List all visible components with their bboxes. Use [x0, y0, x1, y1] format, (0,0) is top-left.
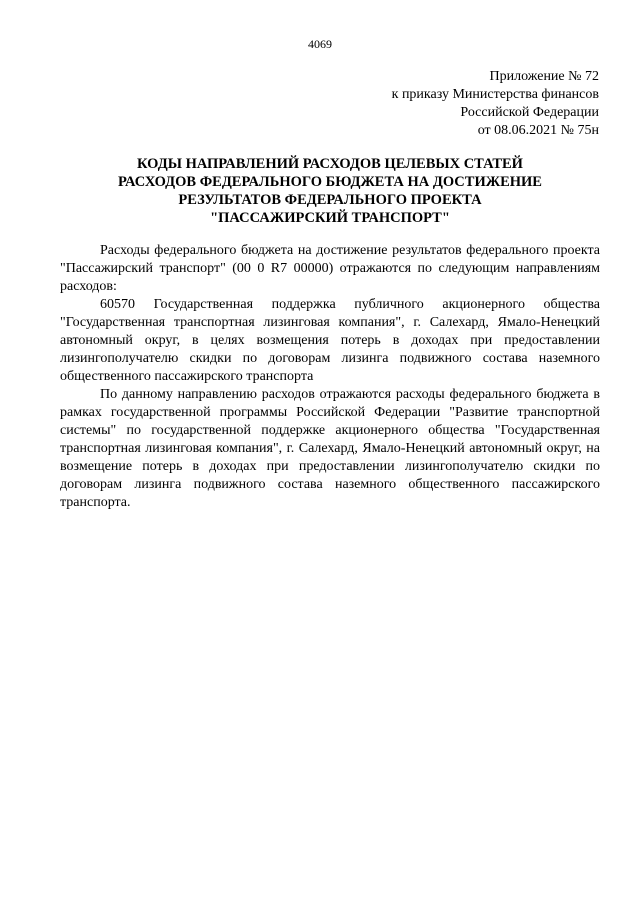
page-number: 4069	[308, 37, 332, 51]
title-line-1: КОДЫ НАПРАВЛЕНИЙ РАСХОДОВ ЦЕЛЕВЫХ СТАТЕЙ	[137, 156, 523, 172]
title-line-3: РЕЗУЛЬТАТОВ ФЕДЕРАЛЬНОГО ПРОЕКТА	[178, 192, 482, 208]
appendix-date: от 08.06.2021 № 75н	[477, 123, 599, 138]
appendix-order-ref: к приказу Министерства финансов	[391, 87, 599, 102]
expense-description-paragraph: По данному направлению расходов отражаются расходы федерального бюджета в рамках государственной программы Российской Федерации "Развитие транспортной системы" по государственной поддержке акционерного общества "Государственная транспортная лизинговая компания", г. Салехард, Ямало-Ненецкий автономный округ, на возмещение потерь в доходах при предоставлении лизингополучателю скидки по договорам лизинга подвижного состава наземного общественного пассажирского транспорта.	[60, 387, 600, 510]
expense-code-paragraph: 60570 Государственная поддержка публичного акционерного общества "Государственная транспортная лизинговая компания", г. Салехард, Ямало-Ненецкий автономный округ, в целях возмещения потерь в доходах при предоставлении лизингополучателю скидки по договорам лизинга подвижного состава наземного общественного пассажирского транспорта	[60, 297, 600, 384]
document-body	[60, 242, 600, 512]
title-line-2: РАСХОДОВ ФЕДЕРАЛЬНОГО БЮДЖЕТА НА ДОСТИЖЕНИЕ	[118, 174, 542, 190]
title-line-4: "ПАССАЖИРСКИЙ ТРАНСПОРТ"	[210, 210, 450, 226]
appendix-authority: Российской Федерации	[460, 105, 599, 120]
document-title	[60, 155, 600, 227]
appendix-header	[392, 68, 599, 140]
appendix-number: Приложение № 72	[489, 69, 599, 84]
intro-paragraph: Расходы федерального бюджета на достижение результатов федерального проекта "Пассажирский транспорт" (00 0 R7 00000) отражаются по следующим направлениям расходов:	[60, 243, 600, 294]
